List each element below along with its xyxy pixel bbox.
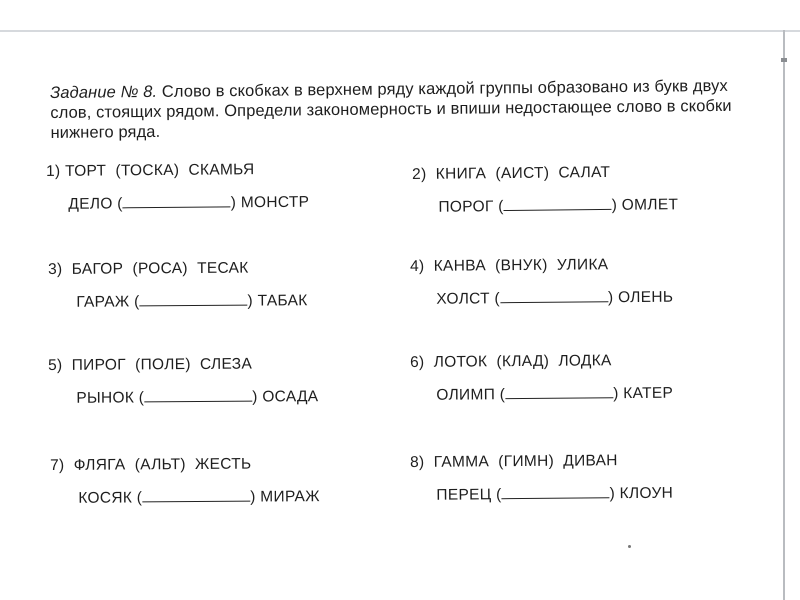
word-group-7 [50, 454, 320, 509]
word-right: ТЕСАК [197, 259, 249, 277]
task-instructions [50, 76, 763, 143]
answer-blank[interactable] [123, 194, 231, 208]
word-left: ТОРТ [65, 162, 107, 180]
group-top-row [50, 454, 320, 476]
answer-blank[interactable] [501, 485, 609, 499]
word-left: КОСЯК [78, 489, 133, 507]
word-group-1 [46, 160, 309, 215]
word-left: КАНВА [433, 257, 486, 275]
word-left: ПОРОГ [438, 198, 494, 216]
word-right: МОНСТР [240, 193, 310, 212]
word-right: СКАМЬЯ [188, 161, 255, 179]
word-left: ХОЛСТ [436, 290, 490, 308]
group-number: 3) [48, 260, 63, 278]
word-in-brackets: (ВНУК) [495, 256, 548, 275]
group-top-row [46, 160, 309, 182]
word-in-brackets: (ПОЛЕ) [135, 356, 191, 374]
group-top-row [410, 255, 673, 277]
group-top-row [410, 351, 673, 373]
word-right: ОЛЕНЬ [617, 288, 674, 307]
group-number: 2) [412, 165, 427, 183]
word-right: УЛИКА [556, 256, 609, 274]
word-group-2 [412, 162, 678, 218]
word-right: МИРАЖ [260, 488, 320, 506]
group-top-row [410, 451, 673, 473]
group-bottom-row: ДЕЛО ( ) МОНСТР [68, 193, 310, 213]
word-in-brackets: (АЛЬТ) [134, 456, 186, 474]
group-number: 4) [410, 257, 425, 275]
scan-speck [628, 545, 631, 548]
group-top-row [48, 258, 307, 280]
answer-blank[interactable] [144, 389, 252, 403]
word-right: ЖЕСТЬ [194, 455, 252, 473]
word-group-6 [410, 351, 673, 406]
group-number: 8) [410, 453, 425, 471]
word-left: ЛОТОК [433, 353, 488, 371]
word-right: ОСАДА [262, 388, 319, 406]
group-bottom-row: КОСЯК ( ) МИРАЖ [78, 488, 320, 507]
group-bottom-row: ПОРОГ ( ) ОМЛЕТ [438, 196, 679, 216]
word-left: КНИГА [435, 165, 487, 183]
word-left: ГАРАЖ [76, 293, 130, 311]
word-in-brackets: (РОСА) [132, 260, 188, 278]
answer-blank[interactable] [139, 293, 247, 307]
word-left: ГАММА [433, 453, 490, 471]
answer-blank[interactable] [142, 489, 250, 503]
group-bottom-row: ХОЛСТ ( ) ОЛЕНЬ [436, 288, 674, 308]
group-bottom-row: ОЛИМП ( ) КАТЕР [436, 384, 674, 404]
word-right: КЛОУН [619, 484, 674, 503]
group-number: 5) [48, 356, 63, 374]
word-left: БАГОР [71, 260, 124, 278]
group-bottom-row: РЫНОК ( ) ОСАДА [76, 388, 319, 407]
word-left: ФЛЯГА [73, 456, 126, 474]
word-right: ДИВАН [563, 452, 618, 470]
word-left: ДЕЛО [68, 195, 113, 213]
word-in-brackets: (КЛАД) [496, 352, 550, 371]
word-in-brackets: (АИСТ) [495, 164, 550, 183]
word-group-3 [48, 258, 308, 313]
page-top-edge [0, 30, 800, 32]
group-top-row [48, 354, 318, 376]
answer-blank[interactable] [504, 197, 612, 211]
answer-blank[interactable] [500, 289, 608, 303]
word-left: ОЛИМП [436, 386, 496, 404]
word-right: ТАБАК [257, 292, 308, 310]
task-heading: Задание № 8. [50, 82, 158, 102]
word-group-4 [410, 255, 673, 310]
word-left: РЫНОК [76, 389, 135, 407]
word-right: ОМЛЕТ [621, 196, 679, 214]
word-group-8 [410, 451, 673, 506]
word-left: ПИРОГ [71, 356, 126, 374]
word-in-brackets: (ГИМН) [498, 452, 555, 471]
word-left: ПЕРЕЦ [436, 486, 492, 504]
word-in-brackets: (ТОСКА) [115, 161, 180, 180]
word-right: САЛАТ [558, 163, 611, 182]
group-number: 6) [410, 353, 425, 371]
scan-mark [781, 58, 787, 62]
word-right: СЛЕЗА [199, 355, 253, 373]
group-top-row [412, 162, 678, 185]
group-number: 1) [46, 162, 61, 180]
word-right: КАТЕР [623, 384, 674, 403]
group-bottom-row: ПЕРЕЦ ( ) КЛОУН [436, 484, 674, 504]
answer-blank[interactable] [505, 385, 613, 399]
group-bottom-row: ГАРАЖ ( ) ТАБАК [76, 292, 308, 311]
task-text: Слово в скобках в верхнем ряду каждой группы образовано из букв двух слов, стоящих рядом. Определи закономерность и впиши недостающее слово в скобки нижнего ряда. [50, 76, 732, 142]
word-group-5 [48, 354, 318, 409]
word-right: ЛОДКА [558, 352, 612, 370]
page-right-edge [783, 30, 785, 600]
group-number: 7) [50, 456, 65, 474]
